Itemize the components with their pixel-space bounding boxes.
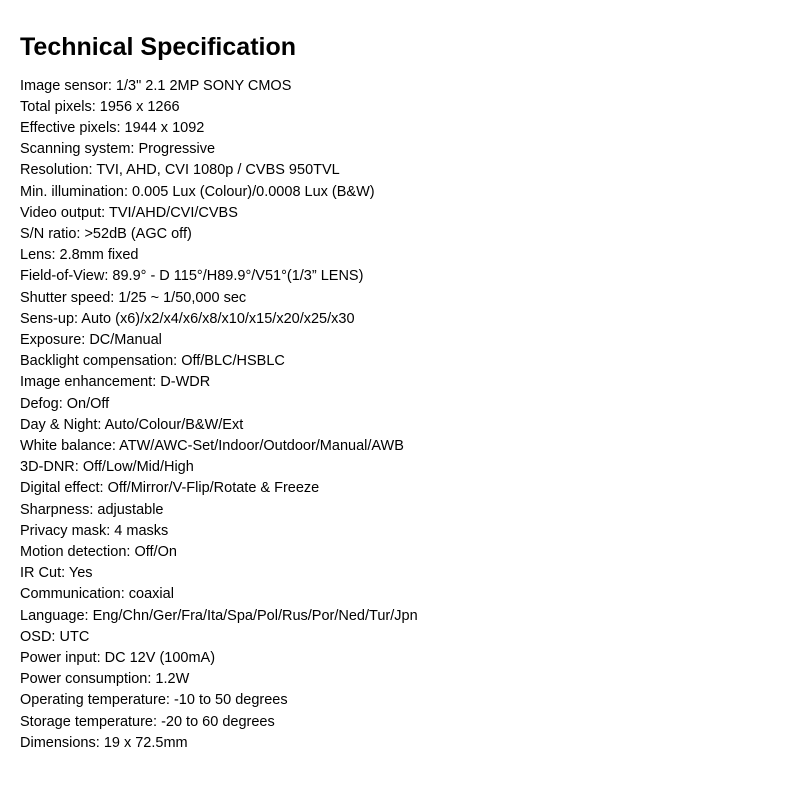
spec-label: Image sensor: xyxy=(20,77,112,94)
spec-row xyxy=(20,309,780,330)
spec-label: Backlight compensation: xyxy=(20,353,178,370)
spec-row xyxy=(20,372,780,393)
spec-label: Sens-up: xyxy=(20,310,79,327)
spec-label: Day & Night: xyxy=(20,416,102,433)
spec-label: Language: xyxy=(20,607,89,624)
spec-value: Auto/Colour/B&W/Ext xyxy=(104,416,244,433)
spec-row xyxy=(20,478,780,499)
spec-value: 1/25 ~ 1/50,000 sec xyxy=(118,289,247,306)
spec-value: adjustable xyxy=(97,501,164,518)
spec-label: Field-of-View: xyxy=(20,268,109,285)
spec-row xyxy=(20,415,780,436)
spec-value: TVI/AHD/CVI/CVBS xyxy=(108,204,238,221)
spec-row xyxy=(20,224,780,245)
spec-value: UTC xyxy=(59,628,90,645)
spec-label: Privacy mask: xyxy=(20,522,111,539)
spec-value: Progressive xyxy=(138,141,216,158)
spec-label: Dimensions: xyxy=(20,734,100,751)
spec-label: Communication: xyxy=(20,586,125,603)
spec-label: Sharpness: xyxy=(20,501,94,518)
spec-label: Effective pixels: xyxy=(20,119,121,136)
spec-label: Scanning system: xyxy=(20,141,135,158)
spec-label: Resolution: xyxy=(20,162,93,179)
spec-label: Motion detection: xyxy=(20,543,131,560)
spec-value: ATW/AWC-Set/Indoor/Outdoor/Manual/AWB xyxy=(119,437,404,454)
spec-value: 1/3" 2.1 2MP SONY CMOS xyxy=(115,77,292,94)
spec-label: Exposure: xyxy=(20,331,86,348)
spec-value: TVI, AHD, CVI 1080p / CVBS 950TVL xyxy=(96,162,340,179)
spec-value: Off/On xyxy=(134,543,177,560)
spec-label: Video output: xyxy=(20,204,106,221)
spec-value: 89.9° - D 115°/H89.9°/V51°(1/3” LENS) xyxy=(112,268,364,285)
spec-value: Eng/Chn/Ger/Fra/Ita/Spa/Pol/Rus/Por/Ned/Tur/Jpn xyxy=(92,607,418,624)
spec-row xyxy=(20,436,780,457)
spec-value: Off/BLC/HSBLC xyxy=(181,353,285,370)
spec-label: Total pixels: xyxy=(20,98,96,115)
spec-value: D-WDR xyxy=(160,374,211,391)
spec-value: On/Off xyxy=(66,395,110,412)
spec-label: White balance: xyxy=(20,437,116,454)
spec-label: Storage temperature: xyxy=(20,713,158,730)
spec-label: Power input: xyxy=(20,649,101,666)
spec-value: 1.2W xyxy=(155,671,190,688)
spec-label: OSD: xyxy=(20,628,56,645)
page-title: Technical Specification xyxy=(20,33,297,61)
spec-value: Off/Mirror/V-Flip/Rotate & Freeze xyxy=(107,480,320,497)
spec-label: Operating temperature: xyxy=(20,692,170,709)
spec-row xyxy=(20,118,780,139)
spec-row xyxy=(20,712,780,733)
spec-row xyxy=(20,245,780,266)
spec-value: Yes xyxy=(68,565,93,582)
spec-label: Shutter speed: xyxy=(20,289,115,306)
spec-row xyxy=(20,288,780,309)
spec-row xyxy=(20,733,780,754)
spec-row xyxy=(20,648,780,669)
spec-row xyxy=(20,627,780,648)
spec-label: Power consumption: xyxy=(20,671,152,688)
spec-value: 2.8mm fixed xyxy=(59,247,139,264)
spec-row xyxy=(20,351,780,372)
spec-row xyxy=(20,669,780,690)
spec-row xyxy=(20,606,780,627)
spec-label: 3D-DNR: xyxy=(20,459,79,476)
spec-value: 0.005 Lux (Colour)/0.0008 Lux (B&W) xyxy=(132,183,375,200)
spec-label: Image enhancement: xyxy=(20,374,157,391)
spec-row xyxy=(20,584,780,605)
spec-row xyxy=(20,203,780,224)
spec-value: >52dB (AGC off) xyxy=(84,225,192,242)
spec-row xyxy=(20,521,780,542)
spec-label: Lens: xyxy=(20,247,56,264)
spec-value: DC/Manual xyxy=(89,331,162,348)
spec-label: Min. illumination: xyxy=(20,183,128,200)
spec-value: 1956 x 1266 xyxy=(99,98,180,115)
spec-row xyxy=(20,76,780,97)
spec-row xyxy=(20,690,780,711)
spec-row xyxy=(20,182,780,203)
spec-label: IR Cut: xyxy=(20,565,66,582)
specification-list xyxy=(20,76,780,755)
spec-value: Auto (x6)/x2/x4/x6/x8/x10/x15/x20/x25/x30 xyxy=(81,310,355,327)
spec-row xyxy=(20,330,780,351)
spec-value: DC 12V (100mA) xyxy=(104,649,216,666)
spec-label: Defog: xyxy=(20,395,63,412)
spec-row xyxy=(20,160,780,181)
spec-value: 4 masks xyxy=(114,522,169,539)
spec-value: Off/Low/Mid/High xyxy=(82,459,194,476)
spec-row xyxy=(20,266,780,287)
spec-value: 19 x 72.5mm xyxy=(103,734,188,751)
spec-row xyxy=(20,457,780,478)
spec-row xyxy=(20,139,780,160)
spec-row xyxy=(20,394,780,415)
spec-value: -10 to 50 degrees xyxy=(173,692,288,709)
spec-row xyxy=(20,563,780,584)
spec-label: Digital effect: xyxy=(20,480,104,497)
spec-value: -20 to 60 degrees xyxy=(161,713,275,730)
spec-row xyxy=(20,97,780,118)
spec-value: coaxial xyxy=(128,586,174,603)
spec-label: S/N ratio: xyxy=(20,225,81,242)
spec-row xyxy=(20,500,780,521)
spec-value: 1944 x 1092 xyxy=(124,119,205,136)
spec-row xyxy=(20,542,780,563)
